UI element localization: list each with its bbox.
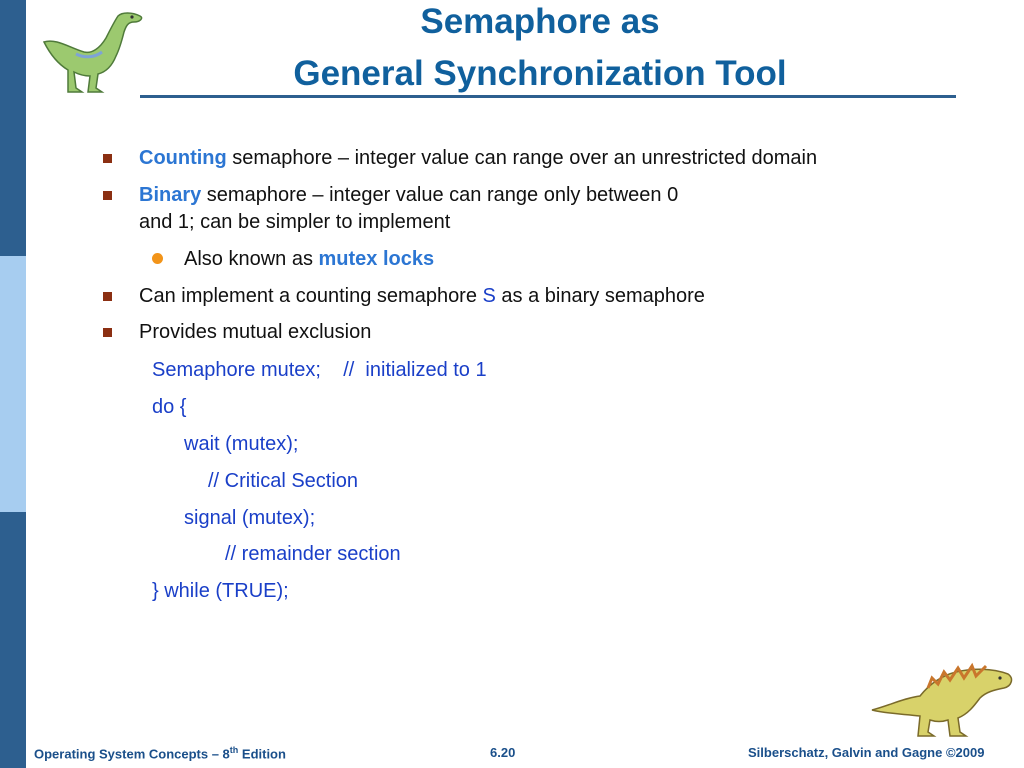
dinosaur-logo-icon — [36, 4, 156, 96]
code-line: // Critical Section — [208, 470, 359, 492]
bullet-binary — [139, 183, 678, 207]
symbol-s: S — [482, 285, 496, 307]
round-bullet-icon — [152, 253, 163, 264]
keyword-binary: Binary — [139, 184, 202, 206]
code-line: do { — [152, 396, 187, 418]
sidebar-stripe — [0, 0, 26, 768]
sidebar-light-band — [0, 256, 26, 512]
footer-edition-word: Edition — [238, 746, 286, 762]
code-line: Semaphore mutex; // initialized to 1 — [152, 359, 487, 381]
footer-copyright: Silberschatz, Galvin and Gagne ©2009 — [748, 745, 985, 760]
code-line: wait (mutex); — [184, 433, 299, 455]
bullet-text: Also known as — [184, 248, 319, 270]
bullet-mutual-exclusion: Provides mutual exclusion — [139, 321, 372, 343]
bullet-text: semaphore – integer value can range over an unrestricted domain — [226, 147, 818, 169]
bullet-text: as a binary semaphore — [495, 285, 705, 307]
dinosaur-logo-icon — [868, 658, 1018, 738]
sub-bullet-mutex-locks — [184, 247, 434, 271]
footer-edition-sup: th — [229, 745, 239, 755]
bullet-counting — [139, 146, 817, 170]
bullet-counting-as-binary — [139, 284, 705, 308]
keyword-mutex-locks: mutex locks — [318, 248, 435, 270]
slide-title-line-2: General Synchronization Tool — [293, 54, 787, 93]
footer-book-text: Operating System Concepts – 8 — [34, 746, 230, 762]
keyword-counting: Counting — [139, 147, 227, 169]
code-line: signal (mutex); — [184, 507, 316, 529]
square-bullet-icon — [103, 292, 112, 301]
title-divider — [140, 95, 956, 98]
square-bullet-icon — [103, 191, 112, 200]
code-line: } while (TRUE); — [152, 580, 289, 602]
code-line: // remainder section — [225, 543, 401, 565]
bullet-binary-continuation: and 1; can be simpler to implement — [139, 211, 451, 233]
bullet-text: semaphore – integer value can range only between 0 — [201, 184, 679, 206]
square-bullet-icon — [103, 154, 112, 163]
footer-page-number: 6.20 — [490, 745, 516, 760]
bullet-text: Can implement a counting semaphore — [139, 285, 483, 307]
square-bullet-icon — [103, 328, 112, 337]
slide-title-line-1: Semaphore as — [420, 2, 660, 41]
footer-book-title — [34, 745, 286, 761]
